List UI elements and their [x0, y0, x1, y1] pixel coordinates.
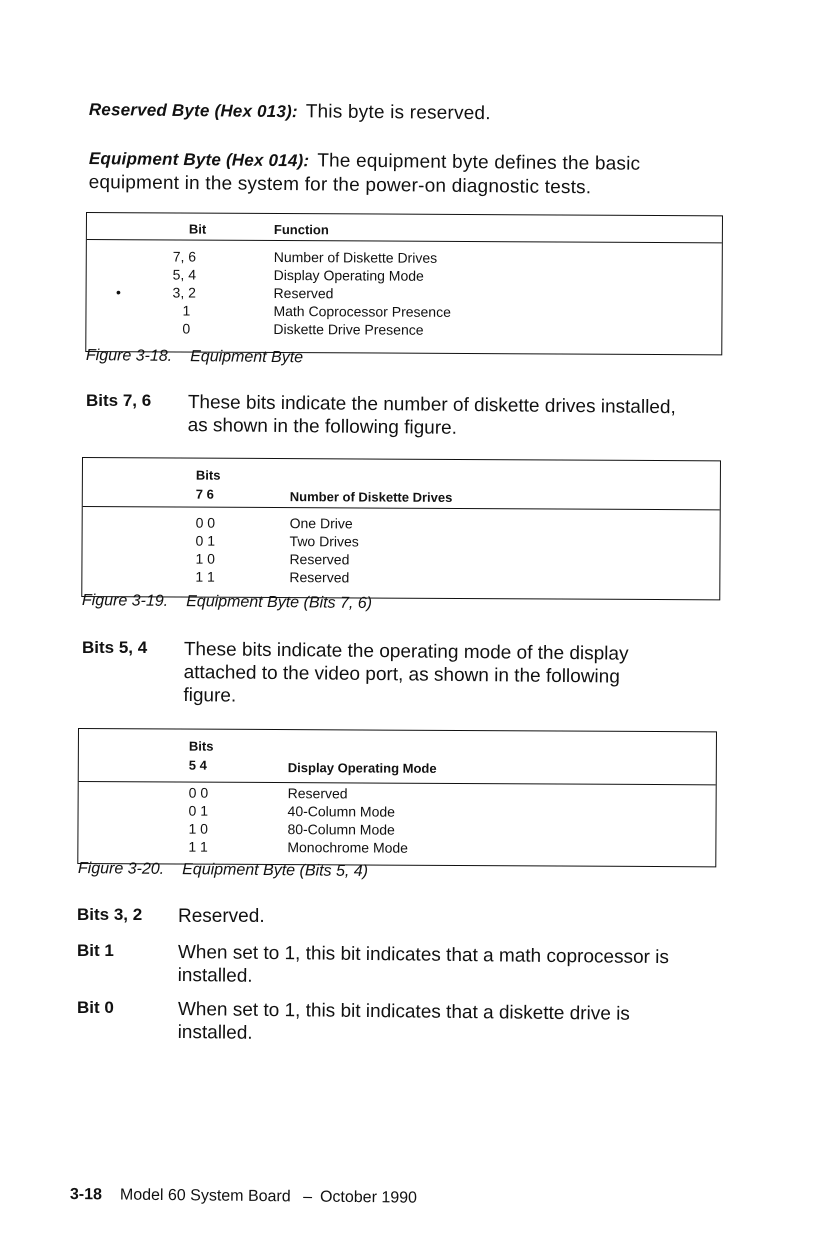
row-value: Reserved: [287, 785, 348, 802]
bits-54-line1: These bits indicate the operating mode of the display: [183, 638, 629, 665]
bit-1-line2: installed.: [177, 964, 253, 987]
row-bit: 3, 2: [172, 284, 196, 301]
figure-3-20-caption: [78, 860, 368, 881]
row-function: Math Coprocessor Presence: [273, 302, 451, 320]
column-bit-header: Bit: [188, 221, 207, 237]
column-bits-header-top: Bits: [195, 467, 221, 483]
row-function: Diskette Drive Presence: [273, 320, 424, 338]
stray-mark: •: [116, 284, 121, 300]
bit-1-line1: When set to 1, this bit indicates that a math coprocessor is: [177, 941, 670, 969]
bits-76-label: Bits 7, 6: [86, 391, 152, 410]
row-value: 80-Column Mode: [287, 821, 395, 838]
reserved-byte-paragraph: [89, 98, 491, 126]
footer-title: Model 60 System Board: [119, 1186, 291, 1206]
row-function: Number of Diskette Drives: [273, 248, 438, 266]
reserved-byte-heading: Reserved Byte (Hex 013):: [88, 99, 298, 122]
column-bits-header-bottom: 7 6: [195, 486, 214, 502]
figure-3-20-table: [77, 728, 717, 867]
row-function: Reserved: [273, 284, 334, 302]
figure-3-18-title: Equipment Byte: [190, 348, 304, 367]
row-value: Reserved: [289, 569, 350, 586]
row-value: Reserved: [289, 551, 350, 568]
row-bits: 1 1: [195, 568, 215, 585]
bit-0-label: Bit 0: [77, 998, 114, 1017]
figure-3-19-header: [83, 458, 720, 510]
row-bit: 5, 4: [172, 266, 197, 283]
row-bits: 0 0: [195, 514, 216, 531]
row-bit: 7, 6: [172, 248, 197, 265]
figure-3-20-title: Equipment Byte (Bits 5, 4): [182, 861, 369, 881]
row-bits: 0 0: [188, 784, 209, 801]
figure-3-18-header: [87, 213, 722, 243]
column-function-header: Function: [273, 221, 329, 238]
figure-3-19-table: [81, 457, 721, 600]
bits-76-line1: These bits indicate the number of diskette drives installed,: [187, 391, 676, 419]
figure-3-18-table: [85, 212, 723, 355]
table-row: [86, 320, 721, 341]
footer-dash: –: [303, 1188, 313, 1206]
column-drives-header: Number of Diskette Drives: [289, 489, 453, 505]
bits-54-line2: attached to the video port, as shown in the following: [183, 661, 620, 688]
table-row: [78, 838, 715, 859]
equipment-byte-paragraph: [88, 147, 728, 202]
equipment-byte-text-line2: equipment in the system for the power-on diagnostic tests.: [88, 171, 592, 199]
figure-3-18-number: Figure 3-18.: [85, 347, 173, 365]
bit-0-line2: installed.: [177, 1021, 253, 1044]
bits-54-line3: figure.: [183, 684, 237, 707]
row-function: Display Operating Mode: [273, 266, 424, 284]
row-value: Monochrome Mode: [287, 839, 409, 856]
reserved-byte-text: This byte is reserved.: [305, 101, 491, 125]
column-bits-header-bottom: 5 4: [188, 757, 207, 773]
row-value: One Drive: [289, 515, 353, 532]
row-bits: 0 1: [195, 532, 216, 549]
figure-3-20-number: Figure 3-20.: [77, 860, 165, 878]
row-bits: 1 1: [188, 838, 208, 855]
figure-3-19-title: Equipment Byte (Bits 7, 6): [186, 593, 373, 613]
table-row: [82, 568, 719, 589]
bit-0-line1: When set to 1, this bit indicates that a diskette drive is: [177, 998, 630, 1025]
bit-1-label: Bit 1: [77, 941, 114, 960]
row-value: 40-Column Mode: [287, 803, 395, 820]
row-bits: 0 1: [188, 802, 209, 819]
bits-76-description: [188, 391, 748, 443]
row-bit: 1: [182, 302, 191, 319]
figure-3-19-caption: [82, 592, 372, 613]
figure-3-18-caption: [86, 347, 303, 367]
bits-32-description: Reserved.: [178, 906, 265, 927]
figure-3-19-number: Figure 3-19.: [81, 592, 169, 610]
bit-0-description: [178, 998, 718, 1050]
row-bits: 1 0: [195, 550, 215, 567]
column-mode-header: Display Operating Mode: [287, 760, 437, 776]
row-value: Two Drives: [289, 533, 359, 550]
column-bits-header-top: Bits: [188, 738, 214, 754]
footer-date: October 1990: [319, 1188, 418, 1207]
page-number: 3-18: [69, 1186, 103, 1204]
bits-54-description: [183, 638, 724, 713]
bits-32-label: Bits 3, 2: [77, 905, 143, 924]
equipment-byte-text-line1: The equipment byte defines the basic: [317, 150, 641, 175]
page-footer: [70, 1186, 417, 1208]
row-bits: 1 0: [188, 820, 208, 837]
bits-76-line2: as shown in the following figure.: [187, 414, 458, 439]
bits-54-label: Bits 5, 4: [82, 638, 148, 657]
bit-1-description: [178, 941, 738, 993]
figure-3-20-header: [79, 729, 716, 785]
row-bit: 0: [182, 320, 191, 337]
equipment-byte-heading: Equipment Byte (Hex 014):: [88, 148, 310, 171]
